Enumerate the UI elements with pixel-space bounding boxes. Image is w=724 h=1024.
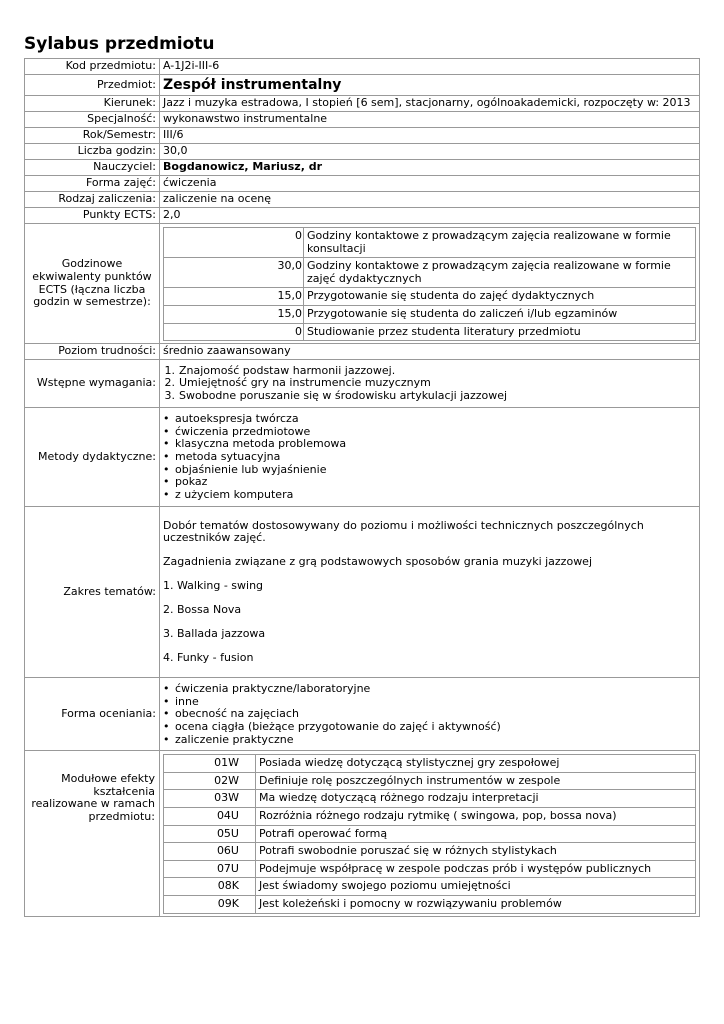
label-przedmiot: Przedmiot: [25,75,160,96]
outcome-code: 07U [164,860,256,878]
hours-row [164,305,696,323]
outcome-code: 08K [164,878,256,896]
outcome-code: 04U [164,807,256,825]
label-ects: Punkty ECTS: [25,208,160,224]
value-metody [160,408,700,507]
row-nauczyciel [25,160,700,176]
outcome-code: 02W [164,772,256,790]
outcome-code: 05U [164,825,256,843]
bullet-icon: • [163,449,170,463]
hours-desc: Przygotowanie się studenta do zajęć dydaktycznych [304,288,696,306]
hours-desc: Studiowanie przez studenta literatury przedmiotu [304,323,696,341]
label-kod: Kod przedmiotu: [25,59,160,75]
list-item [163,390,696,403]
row-metody [25,408,700,507]
row-przedmiot [25,75,700,96]
assessment-list [163,683,696,746]
label-kierunek: Kierunek: [25,96,160,112]
outcome-row [164,825,696,843]
list-text: ćwiczenia przedmiotowe [175,424,311,438]
value-ekwiwalenty [160,224,700,344]
list-item [163,451,696,464]
list-item [163,476,696,489]
hours-row [164,323,696,341]
hours-table [163,227,696,341]
outcome-text: Jest świadomy swojego poziomu umiejętności [256,878,696,896]
label-ocenianie: Forma oceniania: [25,678,160,751]
value-nauczyciel: Bogdanowicz, Mariusz, dr [160,160,700,176]
outcome-text: Posiada wiedzę dotyczącą stylistycznej gry zespołowej [256,755,696,773]
list-text: zaliczenie praktyczne [175,732,294,746]
list-item [163,683,696,696]
outcome-row [164,895,696,913]
topic-paragraph: 3. Ballada jazzowa [163,627,266,641]
label-zakres: Zakres tematów: [25,507,160,678]
bullet-icon: • [163,487,170,501]
bullet-icon: • [163,719,170,733]
label-zaliczenie: Rodzaj zaliczenia: [25,192,160,208]
outcome-code: 03W [164,790,256,808]
value-zakres [160,507,700,678]
list-text: pokaz [175,475,208,489]
label-wymagania: Wstępne wymagania: [25,360,160,408]
list-text: Znajomość podstaw harmonii jazzowej. [179,363,396,377]
hours-value: 30,0 [164,258,304,288]
label-poziom: Poziom trudności: [25,344,160,360]
bullet-icon: • [163,682,170,696]
list-text: klasyczna metoda problemowa [175,437,347,451]
hours-row [164,288,696,306]
row-wymagania [25,360,700,408]
row-ekwiwalenty [25,224,700,344]
topic-paragraph: 4. Funky - fusion [163,651,254,665]
bullet-icon: • [163,475,170,489]
value-wymagania [160,360,700,408]
label-metody: Metody dydaktyczne: [25,408,160,507]
row-rok [25,128,700,144]
topic-paragraph: Zagadnienia związane z grą podstawowych sposobów grania muzyki jazzowej [163,555,593,569]
topic-paragraph: 1. Walking - swing [163,579,264,593]
list-item [163,489,696,502]
row-forma [25,176,700,192]
list-text: autoekspresja twórcza [175,412,299,426]
row-zakres [25,507,700,678]
bullet-icon: • [163,694,170,708]
outcome-text: Potrafi swobodnie poruszać się w różnych stylistykach [256,843,696,861]
outcome-code: 09K [164,895,256,913]
list-text: Swobodne poruszanie się w środowisku artykulacji jazzowej [179,388,508,402]
row-godziny [25,144,700,160]
outcome-text: Definiuje rolę poszczególnych instrumentów w zespole [256,772,696,790]
outcome-text: Rozróżnia różnego rodzaju rytmikę ( swingowa, pop, bossa nova) [256,807,696,825]
value-efekty [160,751,700,916]
value-godziny: 30,0 [160,144,700,160]
list-text: ocena ciągła (bieżące przygotowanie do zajęć i aktywność) [175,719,501,733]
list-item [163,734,696,747]
outcome-row [164,807,696,825]
hours-row [164,228,696,258]
list-item [163,413,696,426]
value-przedmiot: Zespół instrumentalny [160,75,700,96]
row-zaliczenie [25,192,700,208]
topic-paragraph: Dobór tematów dostosowywany do poziomu i możliwości technicznych poszczególnych uczestników zajęć. [163,518,644,545]
row-ects [25,208,700,224]
value-ects: 2,0 [160,208,700,224]
bullet-icon: • [163,462,170,476]
value-rok: III/6 [160,128,700,144]
hours-desc: Godziny kontaktowe z prowadzącym zajęcia realizowane w formie konsultacji [304,228,696,258]
row-kod [25,59,700,75]
label-specjalnosc: Specjalność: [25,112,160,128]
list-text: metoda sytuacyjna [175,449,281,463]
label-ekwiwalenty: Godzinowe ekwiwalenty punktów ECTS (łączna liczba godzin w semestrze): [25,224,160,344]
hours-value: 15,0 [164,305,304,323]
outcomes-table [163,754,696,913]
list-text: z użyciem komputera [175,487,294,501]
value-specjalnosc: wykonawstwo instrumentalne [160,112,700,128]
outcome-text: Jest koleżeński i pomocny w rozwiązywaniu problemów [256,895,696,913]
hours-desc: Przygotowanie się studenta do zaliczeń i/lub egzaminów [304,305,696,323]
value-forma: ćwiczenia [160,176,700,192]
bullet-icon: • [163,707,170,721]
syllabus-table [24,58,700,917]
list-text: Umiejętność gry na instrumencie muzycznym [179,376,431,390]
outcome-row [164,860,696,878]
requirements-list [163,365,696,403]
outcome-text: Ma wiedzę dotyczącą różnego rodzaju interpretacji [256,790,696,808]
hours-desc: Godziny kontaktowe z prowadzącym zajęcia realizowane w formie zajęć dydaktycznych [304,258,696,288]
value-kierunek: Jazz i muzyka estradowa, I stopień [6 sem], stacjonarny, ogólnoakademicki, rozpoczęty w: 2013 [160,96,700,112]
hours-value: 0 [164,228,304,258]
outcome-row [164,878,696,896]
outcome-code: 01W [164,755,256,773]
row-poziom [25,344,700,360]
outcome-text: Podejmuje współpracę w zespole podczas prób i występów publicznych [256,860,696,878]
outcome-row [164,790,696,808]
value-kod: A-1J2i-III-6 [160,59,700,75]
list-number: 2. [164,376,175,390]
hours-value: 0 [164,323,304,341]
outcome-text: Potrafi operować formą [256,825,696,843]
label-rok: Rok/Semestr: [25,128,160,144]
outcome-row [164,843,696,861]
list-text: ćwiczenia praktyczne/laboratoryjne [175,682,371,696]
bullet-icon: • [163,424,170,438]
bullet-icon: • [163,437,170,451]
label-efekty: Modułowe efekty kształcenia realizowane w ramach przedmiotu: [25,751,160,916]
row-ocenianie [25,678,700,751]
outcome-row [164,755,696,773]
row-efekty [25,751,700,916]
topic-paragraph: 2. Bossa Nova [163,603,242,617]
outcome-code: 06U [164,843,256,861]
list-number: 1. [164,363,175,377]
row-specjalnosc [25,112,700,128]
list-item [163,464,696,477]
label-godziny: Liczba godzin: [25,144,160,160]
hours-row [164,258,696,288]
value-zaliczenie: zaliczenie na ocenę [160,192,700,208]
list-text: objaśnienie lub wyjaśnienie [175,462,327,476]
outcome-row [164,772,696,790]
bullet-icon: • [163,732,170,746]
hours-value: 15,0 [164,288,304,306]
label-nauczyciel: Nauczyciel: [25,160,160,176]
list-text: inne [175,694,199,708]
list-text: obecność na zajęciach [175,707,299,721]
row-kierunek [25,96,700,112]
list-number: 3. [164,388,175,402]
list-item [163,721,696,734]
value-ocenianie [160,678,700,751]
methods-list [163,413,696,501]
label-forma: Forma zajęć: [25,176,160,192]
page-title: Sylabus przedmiotu [24,34,215,54]
bullet-icon: • [163,412,170,426]
value-poziom: średnio zaawansowany [160,344,700,360]
